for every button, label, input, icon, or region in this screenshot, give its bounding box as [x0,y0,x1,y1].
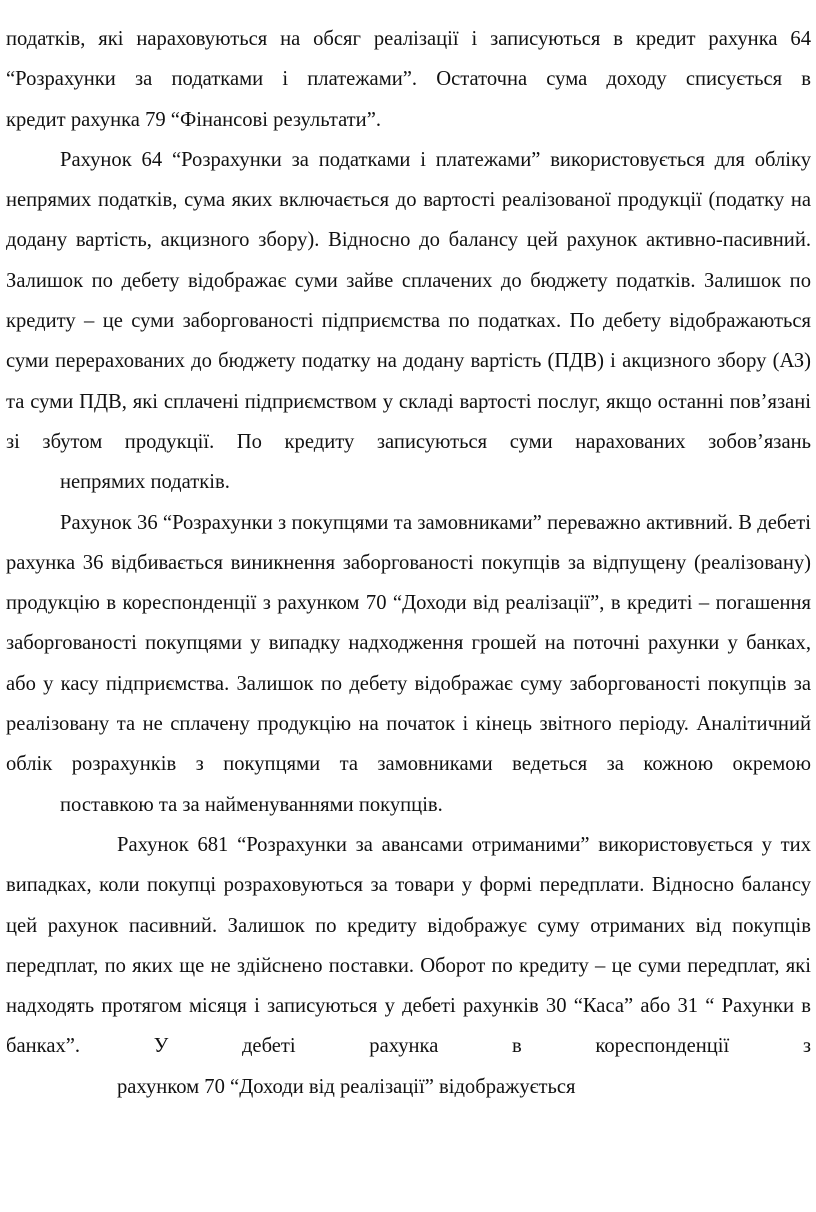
paragraph-3-body: Рахунок 36 “Розрахунки з покупцями та замовниками” переважно активний. В дебеті рахунка 36 відбивається виникнення заборгованості покупців за відпущену (реалізовану) продукцію в кореспонденції з рахунком 70 “Доходи від реалізації”, в кредиті – погашення заборгованості покупцями у випадку надходження грошей на поточні рахунки у банках, або у касу підприємства. Залишок по дебету відображає суму заборгованості покупців за реалізовану та не сплачену продукцію на початок і кінець звітного періоду. Аналітичний облік розрахунків з покупцями та замовниками ведеться за кожною окремою [6,511,811,776]
paragraph-2-body: Рахунок 64 “Розрахунки за податками і платежами” використовується для обліку непрямих податків, сума яких включається до вартості реалізованої продукції (податку на додану вартість, акцизного збору). Відносно до балансу цей рахунок активно-пасивний. Залишок по дебету відображає суми зайве сплачених до бюджету податків. Залишок по кредиту – це суми заборгованості підприємства по податках. По дебету відображаються суми перерахованих до бюджету податку на додану вартість (ПДВ) і акцизного збору (АЗ) та суми ПДВ, які сплачені підприємством у складі вартості послуг, якщо останні пов’язані зі збутом продукції. По кредиту записуються суми нарахованих зобов’язань [6,148,811,453]
paragraph-3 [6,503,811,825]
paragraph-1 [6,19,811,140]
paragraph-2-last-line: непрямих податків. [60,471,230,494]
paragraph-4-last-line: рахунком 70 “Доходи від реалізації” відображується [117,1075,576,1098]
paragraph-4 [6,825,811,1107]
paragraph-1-last-line: кредит рахунка 79 “Фінансові результати”. [6,108,381,131]
paragraph-4-body: Рахунок 681 “Розрахунки за авансами отриманими” використовується у тих випадках, коли покупці розраховуються за товари у формі передплати. Відносно балансу цей рахунок пасивний. Залишок по кредиту відображує суму отриманих від покупців передплат, по яких ще не здійснено поставки. Оборот по кредиту – це суми передплат, які надходять протягом місяця і записуються у дебеті рахунків 30 “Каса” або 31 “ Рахунки в банках”. У дебеті рахунка в кореспонденції з [6,833,811,1058]
paragraph-3-last-line: поставкою та за найменуваннями покупців. [60,793,443,816]
paragraph-1-body: податків, які нараховуються на обсяг реалізації і записуються в кредит рахунка 64 “Розрахунки за податками і платежами”. Остаточна сума доходу списується в [6,28,811,91]
paragraph-2 [6,140,811,503]
